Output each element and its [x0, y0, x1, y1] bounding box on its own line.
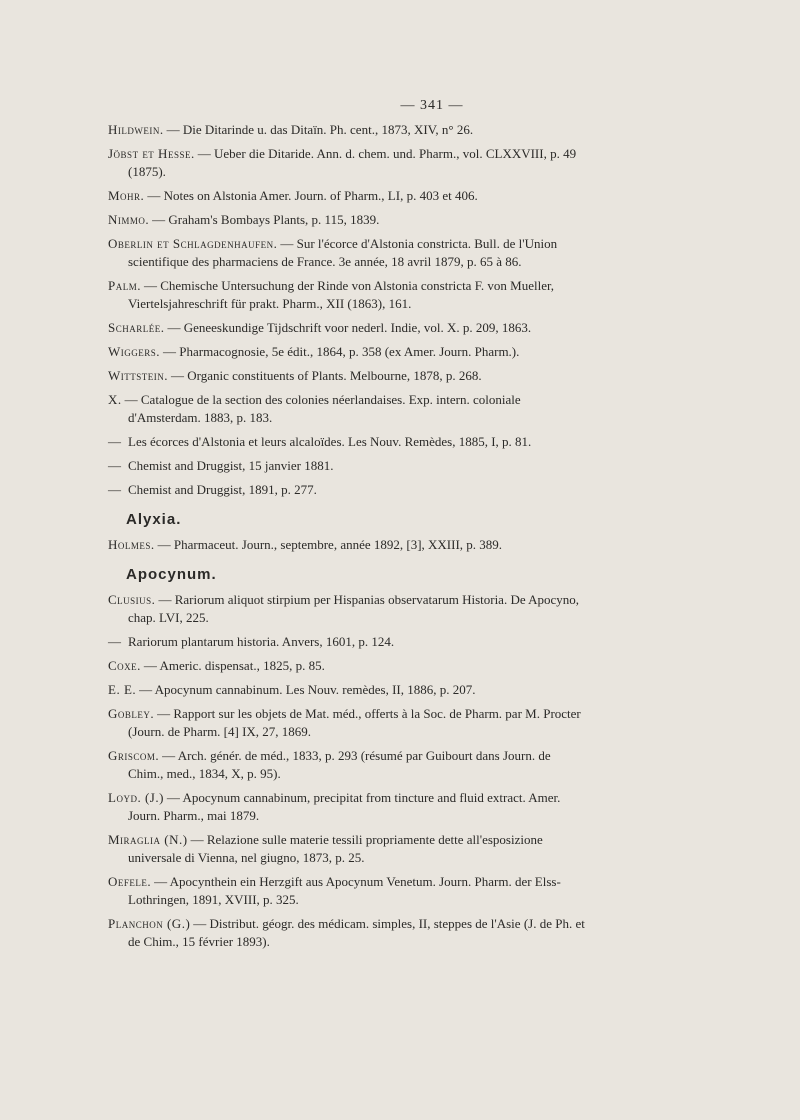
bibliography-entry [108, 367, 588, 385]
bibliography-entry [108, 705, 588, 741]
entry-text: Rariorum plantarum historia. Anvers, 1601, p. 124. [128, 634, 395, 649]
bibliography-entry [108, 211, 588, 229]
bibliography-entry [108, 873, 588, 909]
bibliography-entry [108, 481, 588, 499]
section-heading: Apocynum. [126, 566, 217, 583]
entry-text: — Pharmacognosie, 5e édit., 1864, p. 358 (ex Amer. Journ. Pharm.). [163, 344, 520, 359]
entry-author: Griscom. [108, 748, 160, 763]
entry-text: — Organic constituents of Plants. Melbourne, 1878, p. 268. [171, 368, 482, 383]
entry-text: Chemist and Druggist, 1891, p. 277. [128, 482, 317, 497]
entry-text: — Die Ditarinde u. das Ditaïn. Ph. cent., 1873, XIV, n° 26. [166, 122, 474, 137]
entry-author: Holmes. [108, 537, 155, 552]
entry-author: Nimmo. [108, 212, 150, 227]
bibliography-entry [108, 536, 588, 554]
entry-author: E. E. [108, 682, 137, 697]
entry-author: Mohr. [108, 188, 145, 203]
bibliography-entry [108, 343, 588, 361]
bibliography-entry [108, 433, 588, 451]
bibliography-entry [108, 319, 588, 337]
bibliography-entry [108, 747, 588, 783]
ditto-dash: — [108, 634, 121, 649]
entry-text: Chemist and Druggist, 15 janvier 1881. [128, 458, 334, 473]
bibliography-entry [108, 633, 588, 651]
entry-author: Palm. [108, 278, 141, 293]
bibliography-entry [108, 831, 588, 867]
entry-author: X. [108, 392, 122, 407]
entry-text: — Americ. dispensat., 1825, p. 85. [143, 658, 325, 673]
entry-author: Miraglia (N.) [108, 832, 188, 847]
bibliography-entry [108, 457, 588, 475]
entry-author: Jöbst et Hesse. [108, 146, 195, 161]
entry-text: — Pharmaceut. Journ., septembre, année 1892, [3], XXIII, p. 389. [157, 537, 503, 552]
bibliography-entry [108, 187, 588, 205]
bibliography [108, 121, 588, 957]
ditto-dash: — [108, 458, 121, 473]
entry-text: Les écorces d'Alstonia et leurs alcaloïdes. Les Nouv. Remèdes, 1885, I, p. 81. [128, 434, 532, 449]
entry-text: — Rariorum aliquot stirpium per Hispanias observatarum Historia. De Apocyno, chap. LVI, 225. [128, 592, 580, 625]
entry-text: — Distribut. géogr. des médicam. simples, II, steppes de l'Asie (J. de Ph. et de Chim., 15 février 1893). [128, 916, 585, 949]
bibliography-entry [108, 591, 588, 627]
entry-text: — Geneeskundige Tijdschrift voor nederl. Indie, vol. X. p. 209, 1863. [167, 320, 532, 335]
entry-text: — Graham's Bombays Plants, p. 115, 1839. [152, 212, 380, 227]
entry-author: Clusius. [108, 592, 156, 607]
entry-text: — Relazione sulle materie tessili propriamente dette all'esposizione universale di Vienna, nel giugno, 1873, p. 25. [128, 832, 543, 865]
bibliography-entry [108, 657, 588, 675]
entry-author: Wittstein. [108, 368, 169, 383]
bibliography-entry [108, 789, 588, 825]
entry-text: — Rapport sur les objets de Mat. méd., offerts à la Soc. de Pharm. par M. Procter (Journ. de Pharm. [4] IX, 27, 1869. [128, 706, 581, 739]
entry-text: — Chemische Untersuchung der Rinde von Alstonia constricta F. von Mueller, Viertelsjahreschrift für prakt. Pharm., XII (1863), 161. [128, 278, 555, 311]
entry-author: Planchon (G.) [108, 916, 191, 931]
bibliography-entry [108, 681, 588, 699]
bibliography-entry [108, 277, 588, 313]
entry-text: — Apocynum cannabinum, precipitat from tincture and fluid extract. Amer. Journ. Pharm., mai 1879. [128, 790, 561, 823]
ditto-dash: — [108, 434, 121, 449]
bibliography-entry [108, 235, 588, 271]
bibliography-entry [108, 121, 588, 139]
bibliography-entry [108, 391, 588, 427]
page-number: — 341 — [400, 98, 464, 113]
entry-text: — Catalogue de la section des colonies néerlandaises. Exp. intern. coloniale d'Amsterdam. 1883, p. 183. [124, 392, 521, 425]
entry-author: Wiggers. [108, 344, 161, 359]
entry-text: — Sur l'écorce d'Alstonia constricta. Bull. de l'Union scientifique des pharmaciens de France. 3e année, 18 avril 1879, p. 65 à 86. [128, 236, 558, 269]
entry-text: — Apocynum cannabinum. Les Nouv. remèdes, II, 1886, p. 207. [139, 682, 476, 697]
bibliography-entry [108, 915, 588, 951]
entry-text: — Arch. génér. de méd., 1833, p. 293 (résumé par Guibourt dans Journ. de Chim., med., 1834, X, p. 95). [128, 748, 551, 781]
entry-author: Gobley. [108, 706, 155, 721]
entry-text: — Ueber die Ditaride. Ann. d. chem. und. Pharm., vol. CLXXVIII, p. 49 (1875). [128, 146, 577, 179]
entry-author: Scharlée. [108, 320, 165, 335]
entry-author: Coxe. [108, 658, 141, 673]
entry-author: Hildwein. [108, 122, 164, 137]
entry-author: Oefele. [108, 874, 152, 889]
entry-text: — Notes on Alstonia Amer. Journ. of Pharm., LI, p. 403 et 406. [147, 188, 478, 203]
ditto-dash: — [108, 482, 121, 497]
entry-author: Oberlin et Schlagdenhaufen. [108, 236, 278, 251]
entry-text: — Apocynthein ein Herzgift aus Apocynum Venetum. Journ. Pharm. der Elss-Lothringen, 1891, XVIII, p. 325. [128, 874, 561, 907]
section-heading: Alyxia. [126, 511, 182, 528]
entry-author: Loyd. (J.) [108, 790, 164, 805]
bibliography-entry [108, 145, 588, 181]
